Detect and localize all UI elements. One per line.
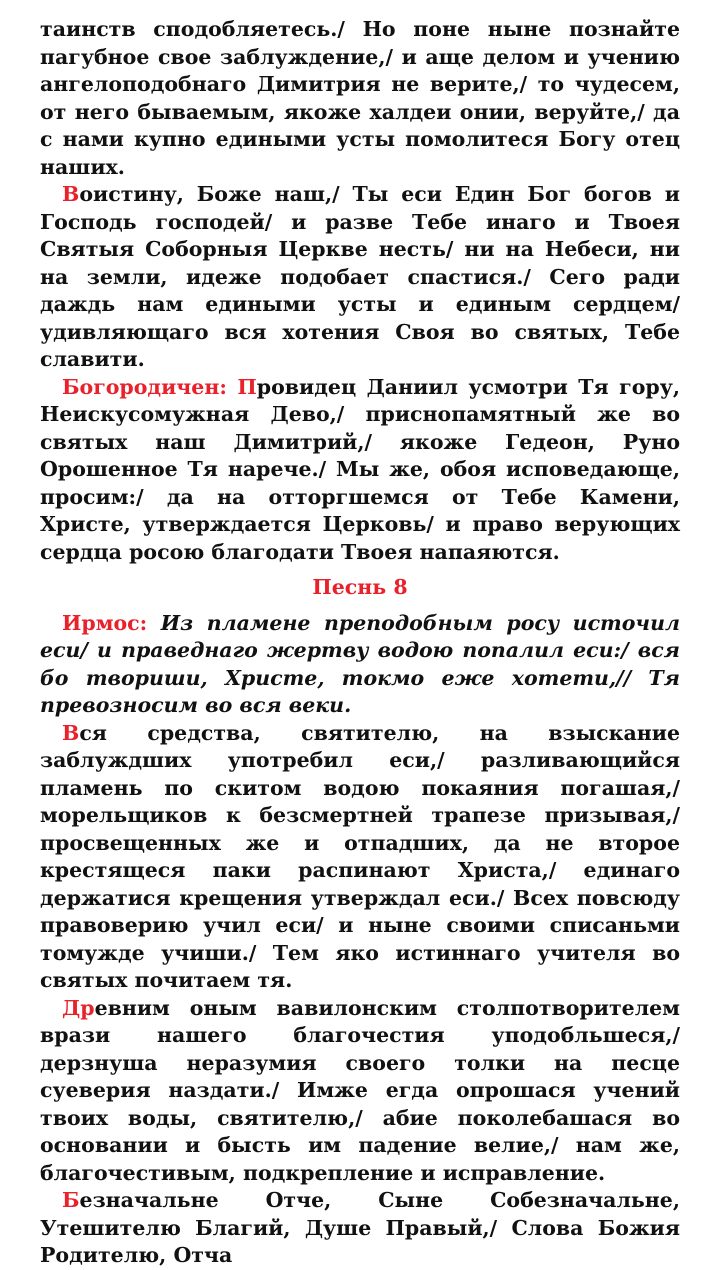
theotokion-label: Богородичен: bbox=[62, 374, 227, 399]
ode-heading: Песнь 8 bbox=[312, 575, 408, 599]
trinity-troparion bbox=[40, 1187, 680, 1270]
troparion-1-text: ся средства, святителю, на взыскание заблуждших употребил еси,/ разливающийся пламень по скитом водою покаяния погашая,/ морельщиков к безсмертней трапезе призывая,/ просвещенных же и отпадших, да не второе крестящеся паки распинают Христа,/ единаго держатися крещения утверждал еси./ Всех повсюду правоверию учил еси/ и ныне своими списаньми томужде учиши./ Тем яко истиннаго учителя во святых почитаем тя. bbox=[40, 720, 680, 992]
red-initial: В bbox=[62, 720, 80, 745]
troparion-2 bbox=[40, 995, 680, 1188]
paragraph-1 bbox=[40, 16, 680, 181]
troparion-2-text: евним оным вавилонским столпотворителем врази нашего благочестия уподобльшеся,/ дерзнуша неразумия своего толки на песце суеверия наздати./ Имже егда опрошася учений твоих воды, святителю,/ абие поколебашася во основании и бысть им падение велие,/ нам же, благочестивым, подкрепление и исправление. bbox=[40, 995, 680, 1185]
irmos-label: Ирмос: bbox=[62, 610, 148, 635]
trinity-troparion-text: езначальне Отче, Сыне Собезначальне, Утешителю Благий, Душе Правый,/ Слова Божия Родителю, Отча bbox=[40, 1188, 680, 1267]
troparion-1 bbox=[40, 720, 680, 995]
paragraph-1-text: таинств сподобляетесь./ Но поне ныне познайте пагубное свое заблуждение,/ и аще делом и учению ангелоподобнаго Димитрия не верите,/ то чудесем, от него бываемым, якоже халдеи онии, веруйте,/ да с нами купно едиными усты помолитеся Богу отец наших. bbox=[40, 17, 680, 179]
paragraph-2-text: оистину, Боже наш,/ Ты еси Един Бог богов и Господь господей/ и разве Тебе инаго и Твоея Святыя Соборныя Церкве несть/ ни на Небеси, ни на земли, идеже подобает спастися./ Сего ради даждь нам едиными усты и единым сердцем/ удивляющаго вся хотения Своя во святых, Тебе славити. bbox=[40, 182, 680, 371]
red-initial: Др bbox=[62, 995, 95, 1020]
red-initial: П bbox=[237, 374, 257, 399]
red-initial: В bbox=[62, 182, 80, 206]
irmos-text: Из пламене преподобным росу источил еси/ и праведнаго жертву водою попалил еси:/ вся бо твориши, Христе, токмо еже хотети,// Тя превозносим во вся веки. bbox=[40, 610, 680, 717]
theotokion-text: ровидец Даниил усмотри Тя гору, Неискусомужная Дево,/ приснопамятный же во святых наш Димитрий,/ якоже Гедеон, Руно Орошенное Тя нарече./ Мы же, обоя исповедающе, просим:/ да на отторгшемся от Тебе Камени, Христе, утверждается Церковь/ и право верующих сердца росою благодати Твоея напаяются. bbox=[40, 374, 680, 564]
paragraph-2 bbox=[40, 181, 680, 374]
irmos-paragraph bbox=[40, 610, 680, 720]
theotokion-paragraph bbox=[40, 374, 680, 567]
red-initial: Б bbox=[62, 1188, 80, 1212]
